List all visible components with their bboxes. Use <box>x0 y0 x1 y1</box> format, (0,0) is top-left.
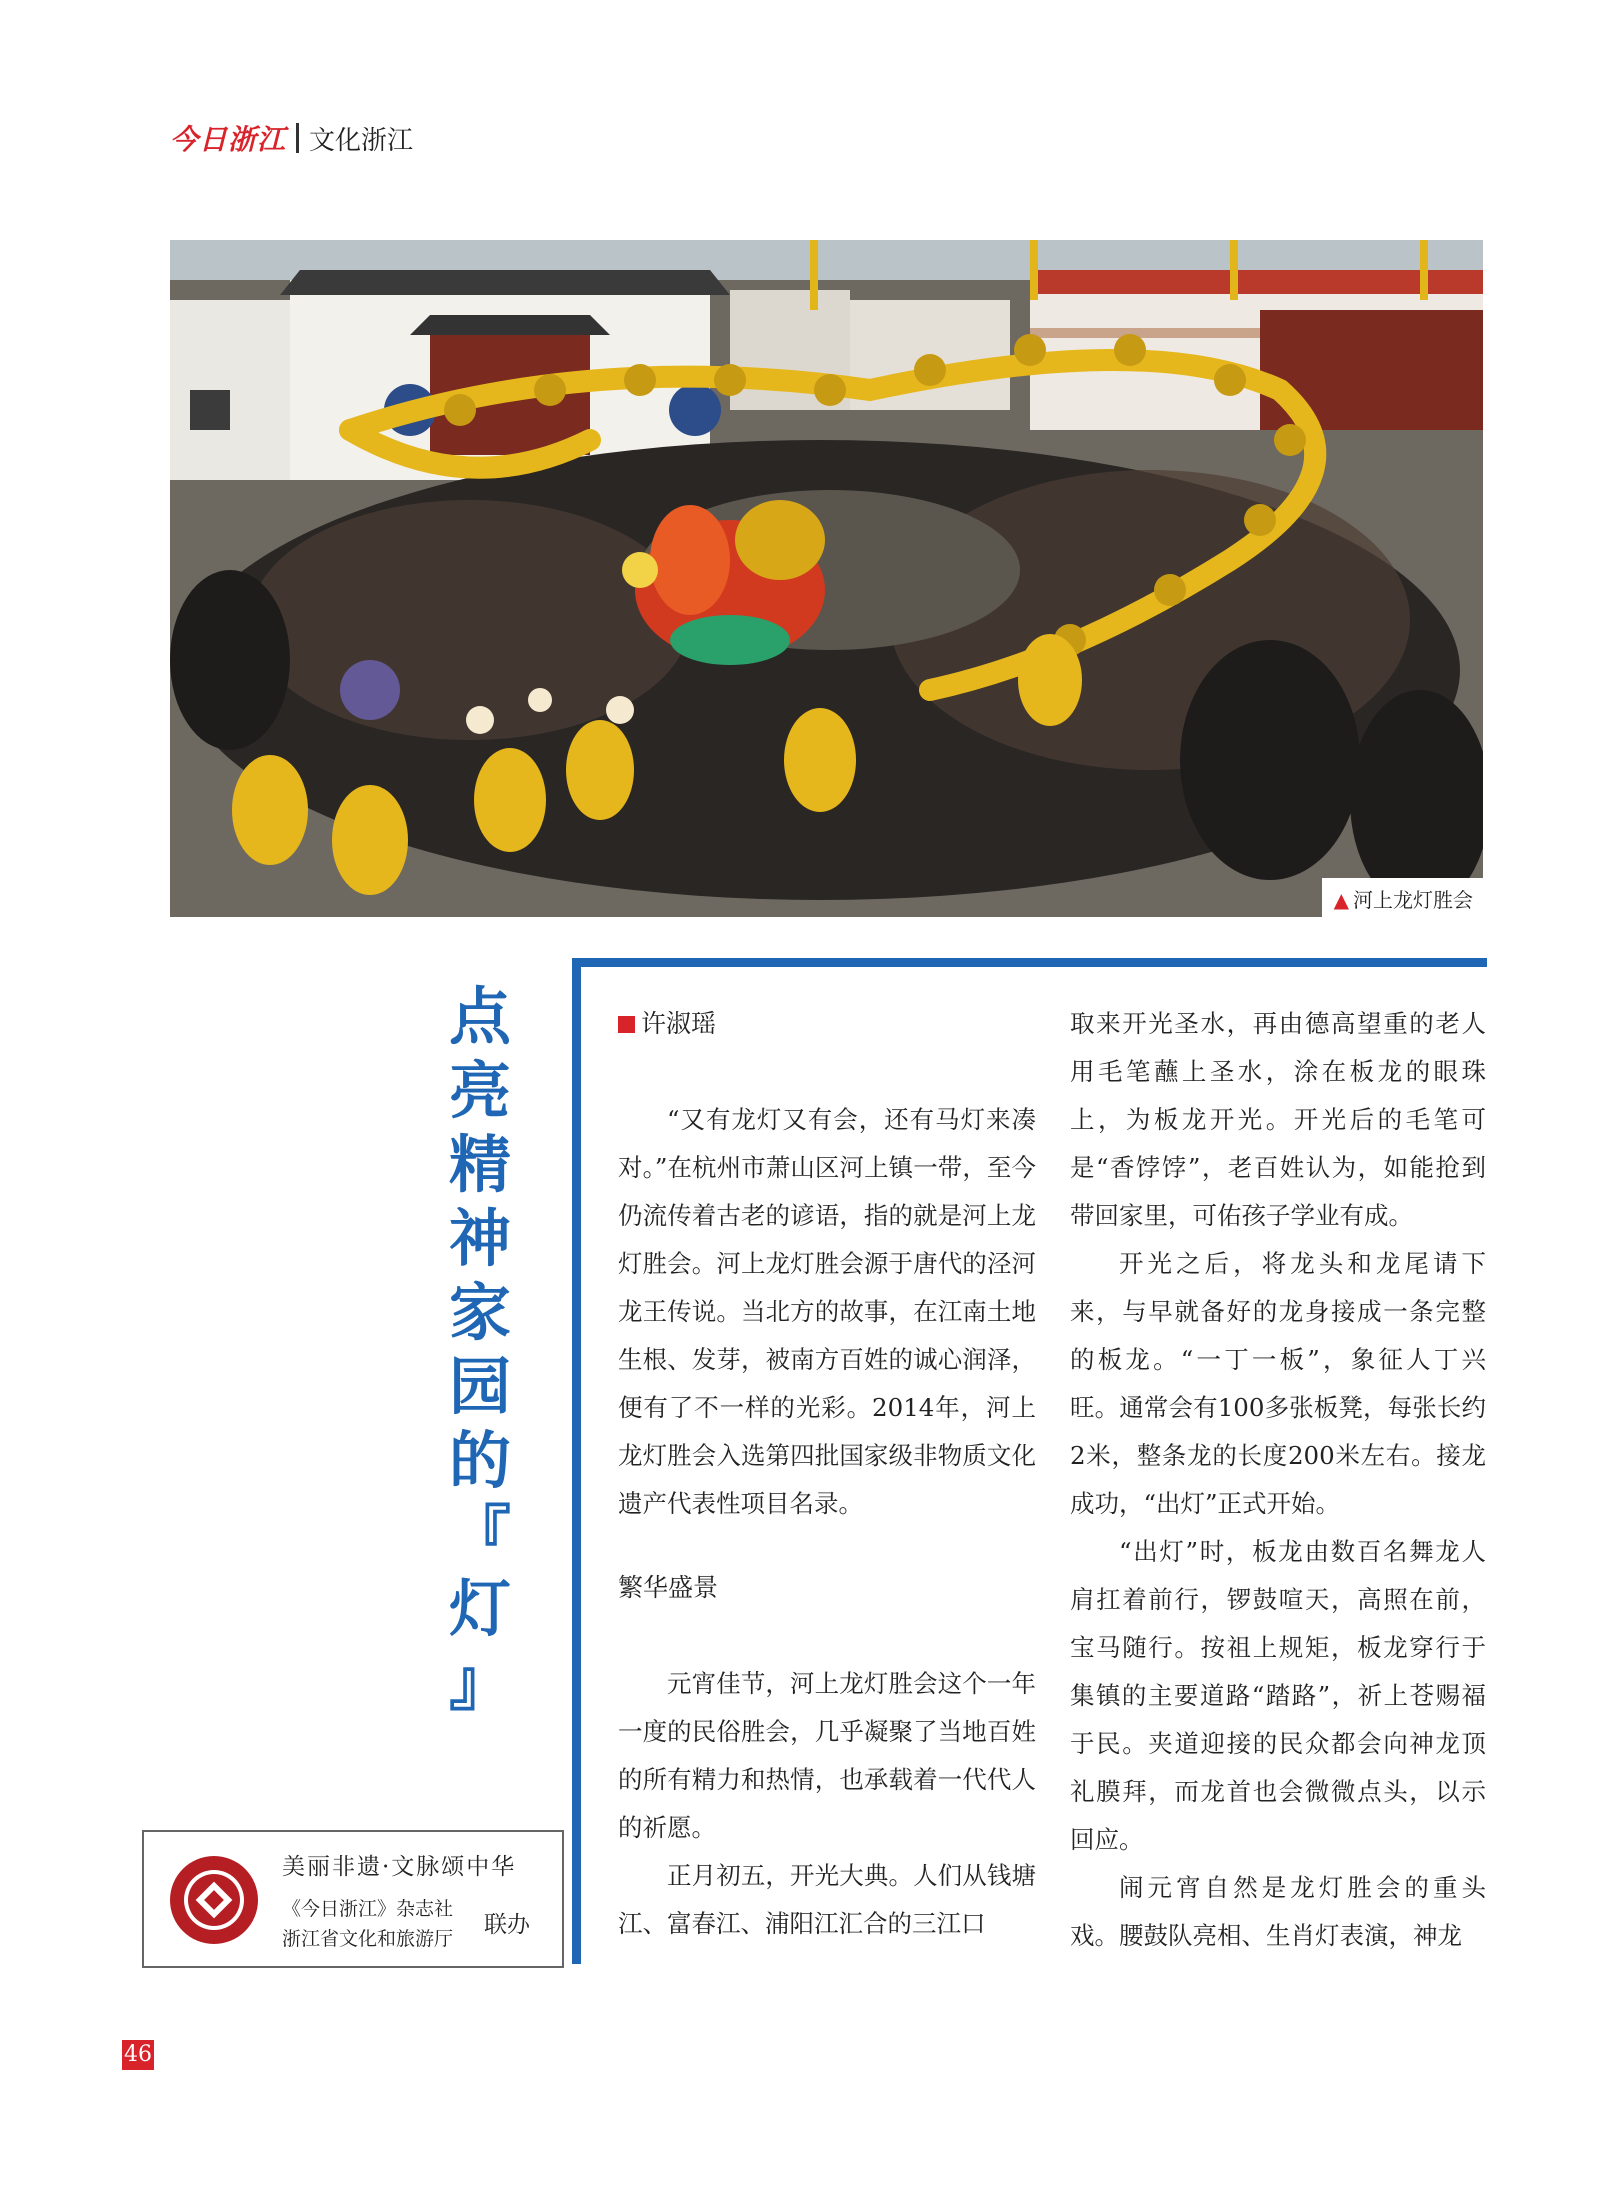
photo-caption <box>1322 878 1483 917</box>
article-column-2 <box>1070 1000 1486 1960</box>
sponsor-joint-label: 联办 <box>484 1912 530 1938</box>
heritage-seal-icon <box>168 1854 260 1946</box>
article-column-1 <box>618 1000 1036 1948</box>
paragraph: 闹元宵自然是龙灯胜会的重头戏。腰鼓队亮相、生肖灯表演，神龙 <box>1070 1873 1486 1950</box>
title-char: 的 <box>448 1424 511 1497</box>
sponsor-org-magazine: 《今日浙江》杂志社 <box>282 1898 454 1920</box>
page-header <box>170 118 413 158</box>
title-char: 点 <box>448 980 511 1053</box>
dragon-lantern-photo-illustration <box>170 240 1483 917</box>
section-subhead: 繁华盛景 <box>618 1573 719 1602</box>
title-char: 亮 <box>448 1054 511 1127</box>
title-char: 』 <box>448 1646 511 1719</box>
author-line <box>618 1000 1036 1048</box>
title-frame-horizontal-rule <box>572 958 1487 967</box>
paragraph: “出灯”时，板龙由数百名舞龙人肩扛着前行，锣鼓喧天，高照在前，宝马随行。按祖上规矩，板龙穿行于集镇的主要道路“踏路”，祈上苍赐福于民。夹道迎接的民众都会向神龙顶礼膜拜，而龙首也会微微点头，以示回应。 <box>1070 1537 1486 1854</box>
author-marker-icon <box>618 1016 635 1033</box>
header-divider <box>296 123 299 153</box>
title-char: 园 <box>448 1350 511 1423</box>
title-char: 『 <box>448 1498 511 1571</box>
paragraph: 元宵佳节，河上龙灯胜会这个一年一度的民俗胜会，几乎凝聚了当地百姓的所有精力和热情，也承载着一代代人的祈愿。 <box>618 1669 1036 1842</box>
article-title <box>440 980 520 1720</box>
paragraph-continued: 取来开光圣水，再由德高望重的老人用毛笔蘸上圣水，涂在板龙的眼珠上，为板龙开光。开光后的毛笔可是“香饽饽”，老百姓认为，如能抢到带回家里，可佑孩子学业有成。 <box>1070 1009 1486 1230</box>
title-frame-vertical-rule <box>572 958 581 1964</box>
title-char: 灯 <box>448 1572 511 1645</box>
paragraph: 开光之后，将龙头和龙尾请下来，与早就备好的龙身接成一条完整的板龙。“一丁一板”，象征人丁兴旺。通常会有100多张板凳，每张长约2米，整条龙的长度200米左右。接龙成功，“出灯”正式开始。 <box>1070 1249 1486 1518</box>
sponsor-org-department: 浙江省文化和旅游厅 <box>282 1928 454 1950</box>
section-name: 文化浙江 <box>309 125 414 156</box>
sponsor-slogan: 美丽非遗·文脉颂中华 <box>282 1854 517 1880</box>
author-name: 许淑瑶 <box>641 1009 717 1038</box>
festival-photo <box>170 240 1483 917</box>
paragraph: 正月初五，开光大典。人们从钱塘江、富春江、浦阳江汇合的三江口 <box>618 1861 1036 1938</box>
page-number: 46 <box>122 2040 154 2070</box>
caption-text: 河上龙灯胜会 <box>1353 888 1473 912</box>
paragraph: “又有龙灯又有会，还有马灯来凑对。”在杭州市萧山区河上镇一带，至今仍流传着古老的谚语，指的就是河上龙灯胜会。河上龙灯胜会源于唐代的泾河龙王传说。当北方的故事，在江南土地生根、发芽，被南方百姓的诚心润泽，便有了不一样的光彩。2014年，河上龙灯胜会入选第四批国家级非物质文化遗产代表性项目名录。 <box>618 1105 1036 1518</box>
sponsor-box <box>142 1830 564 1968</box>
caption-marker-icon: ▲ <box>1333 888 1349 912</box>
title-char: 家 <box>448 1276 511 1349</box>
magazine-brand: 今日浙江 <box>170 123 287 156</box>
title-char: 精 <box>448 1128 511 1201</box>
title-char: 神 <box>448 1202 511 1275</box>
